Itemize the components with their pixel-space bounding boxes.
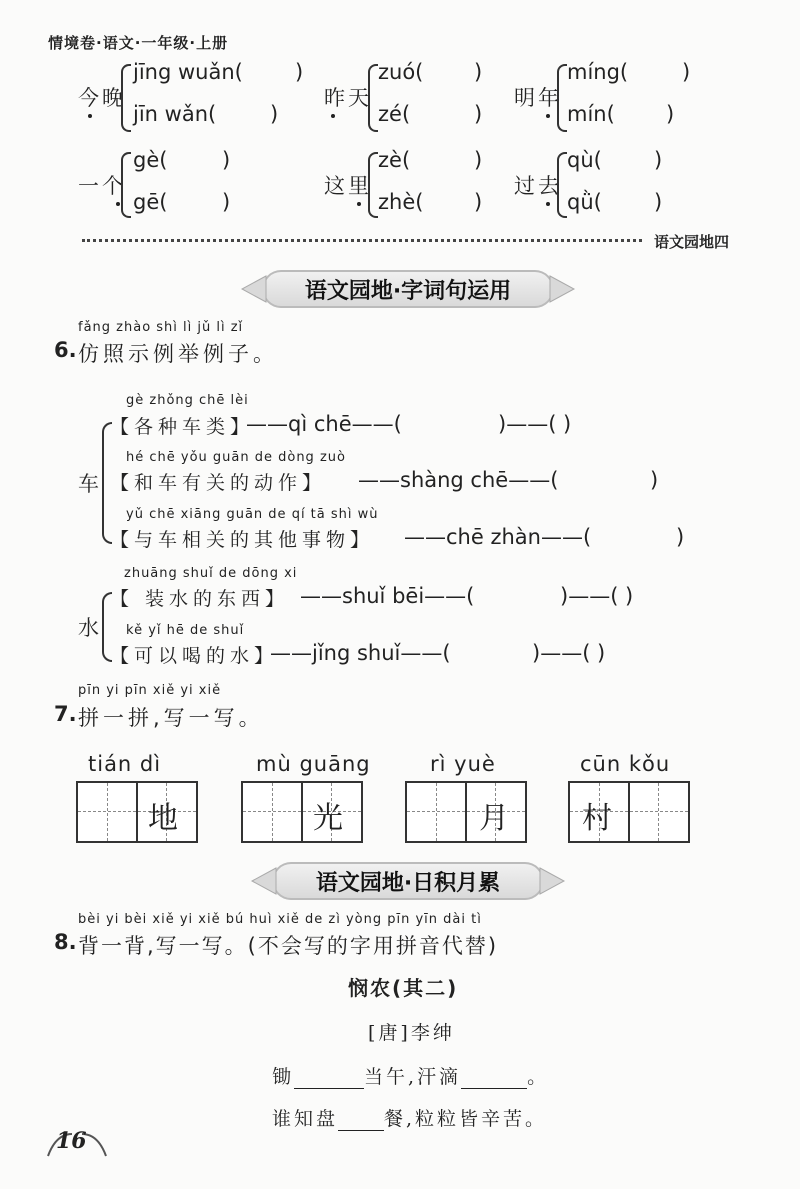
polyphone-word-1: 今晚 <box>78 86 126 110</box>
q7-pinyin: pīn yi pīn xiě yi xiě <box>78 683 222 698</box>
grid-guide <box>243 811 361 812</box>
brace <box>368 64 378 132</box>
box-pinyin: cūn kǒu <box>580 752 671 776</box>
row-example: ——qì chē——( <box>246 412 402 436</box>
polyphone-word-2: 昨天 <box>324 86 372 110</box>
row-pinyin: zhuāng shuǐ de dōng xi <box>124 566 298 581</box>
root-char-che: 车 <box>78 472 102 496</box>
writing-grid[interactable] <box>568 781 690 843</box>
emphasis-dot <box>116 202 120 206</box>
banner-wing-right <box>548 272 578 306</box>
row-pinyin: yǔ chē xiāng guān de qí tā shì wù <box>126 507 379 522</box>
answer-close: ) <box>654 190 663 214</box>
row-answer-blanks: )——( ) <box>498 412 572 436</box>
page-number: 16 <box>56 1128 87 1154</box>
row-answer-blanks: )——( ) <box>532 641 606 665</box>
poem-title: 悯农(其二) <box>348 976 459 1000</box>
grid-divider <box>136 783 138 841</box>
answer-close: ) <box>474 102 483 126</box>
brace <box>557 152 567 218</box>
poem-author: [唐]李绅 <box>368 1022 455 1044</box>
fill-blank[interactable] <box>294 1068 364 1089</box>
section-tag: 语文园地四 <box>654 233 730 251</box>
grid-guide <box>107 783 108 841</box>
polyphone-option: jīng wuǎn( <box>133 60 243 84</box>
polyphone-option: qǜ( <box>567 190 602 214</box>
grid-divider <box>465 783 467 841</box>
writing-grid[interactable] <box>405 781 527 843</box>
polyphone-option: míng( <box>567 60 629 84</box>
row-example: ——shuǐ bēi——( <box>300 584 475 608</box>
header-title: 情境卷·语文·一年级·上册 <box>48 34 229 52</box>
q8-text: 背一背,写一写。(不会写的字用拼音代替) <box>78 934 499 958</box>
answer-close: ) <box>654 148 663 172</box>
emphasis-dot <box>88 114 92 118</box>
polyphone-word-6: 过去 <box>514 174 562 198</box>
row-answer-blanks: )——( ) <box>560 584 634 608</box>
row-category: 【与车相关的其他事物】 <box>110 529 375 551</box>
grid-guide <box>436 783 437 841</box>
polyphone-option: zé( <box>378 102 411 126</box>
box-pinyin: rì yuè <box>430 752 496 776</box>
q7-text: 拼一拼,写一写。 <box>78 706 264 730</box>
fill-blank[interactable] <box>461 1068 527 1089</box>
polyphone-option: gè( <box>133 148 168 172</box>
grid-char: 村 <box>582 801 612 836</box>
section-banner-title: 语文园地·日积月累 <box>315 870 501 896</box>
writing-grid[interactable] <box>241 781 363 843</box>
answer-close: ) <box>666 102 675 126</box>
emphasis-dot <box>357 202 361 206</box>
answer-close: ) <box>474 148 483 172</box>
row-pinyin: hé chē yǒu guān de dòng zuò <box>126 450 346 465</box>
brace <box>557 64 567 132</box>
polyphone-option: zhè( <box>378 190 424 214</box>
emphasis-dot <box>546 202 550 206</box>
poem-line-1 <box>272 1062 549 1089</box>
brace <box>121 64 131 132</box>
fill-blank[interactable] <box>338 1110 384 1131</box>
poem-text: 锄 <box>272 1066 295 1088</box>
section-banner-1 <box>262 270 554 308</box>
row-category: 【和车有关的动作】 <box>110 472 327 494</box>
polyphone-option: gē( <box>133 190 168 214</box>
box-pinyin: mù guāng <box>256 752 371 776</box>
poem-text: 。 <box>527 1066 550 1088</box>
q6-number: 6. <box>54 338 77 362</box>
polyphone-option: zuó( <box>378 60 424 84</box>
polyphone-option: qù( <box>567 148 602 172</box>
row-example: ——jǐng shuǐ——( <box>270 641 451 665</box>
poem-line-2 <box>272 1104 547 1131</box>
answer-close: ) <box>474 60 483 84</box>
q8-pinyin: bèi yi bèi xiě yi xiě bú huì xiě de zì yòng pīn yīn dài tì <box>78 912 482 927</box>
answer-close: ) <box>474 190 483 214</box>
section-banner-title: 语文园地·字词句运用 <box>304 278 512 304</box>
q8-number: 8. <box>54 930 77 954</box>
row-pinyin: gè zhǒng chē lèi <box>126 393 249 408</box>
q6-pinyin: fǎng zhào shì lì jǔ lì zǐ <box>78 320 244 335</box>
brace <box>368 152 378 218</box>
q7-number: 7. <box>54 702 77 726</box>
row-example: ——chē zhàn——( <box>404 525 592 549</box>
polyphone-word-3: 明年 <box>514 86 562 110</box>
poem-text: 餐,粒粒皆辛苦。 <box>384 1108 548 1130</box>
grid-char: 地 <box>148 801 178 836</box>
answer-close: ) <box>222 190 231 214</box>
polyphone-option: zè( <box>378 148 411 172</box>
grid-char: 月 <box>479 801 509 836</box>
answer-close: ) <box>295 60 304 84</box>
row-category: 【 装水的东西】 <box>110 588 290 610</box>
banner-wing-right <box>538 864 568 898</box>
polyphone-option: mín( <box>567 102 615 126</box>
polyphone-word-5: 这里 <box>324 174 372 198</box>
row-example: ——shàng chē——( <box>358 468 559 492</box>
box-pinyin: tián dì <box>88 752 162 776</box>
grid-char: 光 <box>313 801 343 836</box>
answer-close: ) <box>682 60 691 84</box>
q6-text: 仿照示例举例子。 <box>78 342 278 366</box>
polyphone-word-4: 一个 <box>78 174 126 198</box>
emphasis-dot <box>546 114 550 118</box>
grid-divider <box>301 783 303 841</box>
grid-guide <box>658 783 659 841</box>
emphasis-dot <box>331 114 335 118</box>
row-answer-blanks: ) <box>650 468 659 492</box>
row-category: 【各种车类】 <box>110 416 255 438</box>
section-banner-2 <box>272 862 544 900</box>
answer-close: ) <box>222 148 231 172</box>
banner-wing-left <box>248 864 278 898</box>
writing-grid[interactable] <box>76 781 198 843</box>
brace <box>121 152 131 218</box>
grid-divider <box>628 783 630 841</box>
row-category: 【可以喝的水】 <box>110 645 279 667</box>
poem-text: 当午,汗滴 <box>364 1066 462 1088</box>
answer-close: ) <box>270 102 279 126</box>
row-answer-blanks: ) <box>676 525 685 549</box>
polyphone-option: jīn wǎn( <box>133 102 217 126</box>
grid-guide <box>78 811 196 812</box>
grid-guide <box>272 783 273 841</box>
root-char-shui: 水 <box>78 616 102 640</box>
divider-dotted <box>82 239 642 242</box>
row-pinyin: kě yǐ hē de shuǐ <box>126 623 245 638</box>
poem-text: 谁知盘 <box>272 1108 339 1130</box>
banner-wing-left <box>238 272 268 306</box>
